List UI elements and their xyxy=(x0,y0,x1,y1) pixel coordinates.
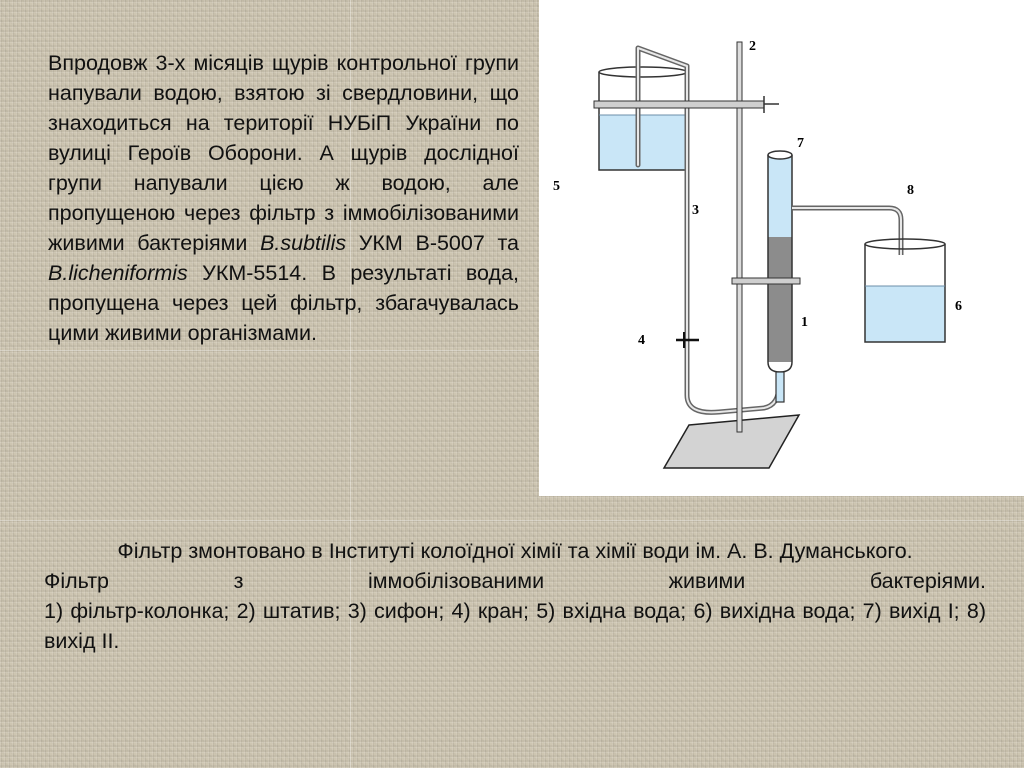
intro-text-part: УКМ В-5007 та xyxy=(346,231,520,255)
filter-apparatus-diagram xyxy=(539,0,1024,496)
intro-text-part: УКМ-5514. В результаті вода, пропущена через цей фільтр, збагачувалась цими живими організмами. xyxy=(48,261,519,345)
caption-institute: Фільтр змонтовано в Інституті колоїдної хімії та хімії води ім. А. В. Думанського. xyxy=(117,539,913,563)
filter-column xyxy=(768,151,792,402)
label-inlet-water: 5 xyxy=(553,179,560,194)
lower-clamp xyxy=(732,278,800,284)
caption-legend: 1) фільтр-колонка; 2) штатив; 3) сифон; 4) кран; 5) вхідна вода; 6) вихідна вода; 7) вихід І; 8) вихід ІІ. xyxy=(44,599,986,653)
intro-paragraph xyxy=(48,48,519,348)
label-tap: 4 xyxy=(638,333,645,348)
label-outlet-two: 8 xyxy=(907,183,914,198)
stand-base xyxy=(664,415,799,468)
figure-caption xyxy=(44,536,986,656)
species-name: B.subtilis xyxy=(260,231,347,255)
label-siphon: 3 xyxy=(692,203,699,218)
inlet-beaker xyxy=(599,67,687,170)
label-outlet-one: 7 xyxy=(797,136,804,151)
label-filter-column: 1 xyxy=(801,315,808,330)
caption-filter-title: Фільтр з іммобілізованими живими бактеріями. xyxy=(44,569,986,593)
background-seam xyxy=(0,520,1024,521)
outlet-beaker xyxy=(865,239,945,342)
label-stand: 2 xyxy=(749,39,756,54)
label-outlet-water: 6 xyxy=(955,299,962,314)
intro-text-part: Впродовж 3-х місяців щурів контрольної групи напували водою, взятою зі свердловини, що знаходиться на території НУБіП України по вулиці Героїв Оборони. А щурів дослідної групи напували цією ж водою, але пропущеною через фільтр з іммобілізованими живими бактеріями xyxy=(48,51,519,255)
species-name: B.licheniformis xyxy=(48,261,188,285)
